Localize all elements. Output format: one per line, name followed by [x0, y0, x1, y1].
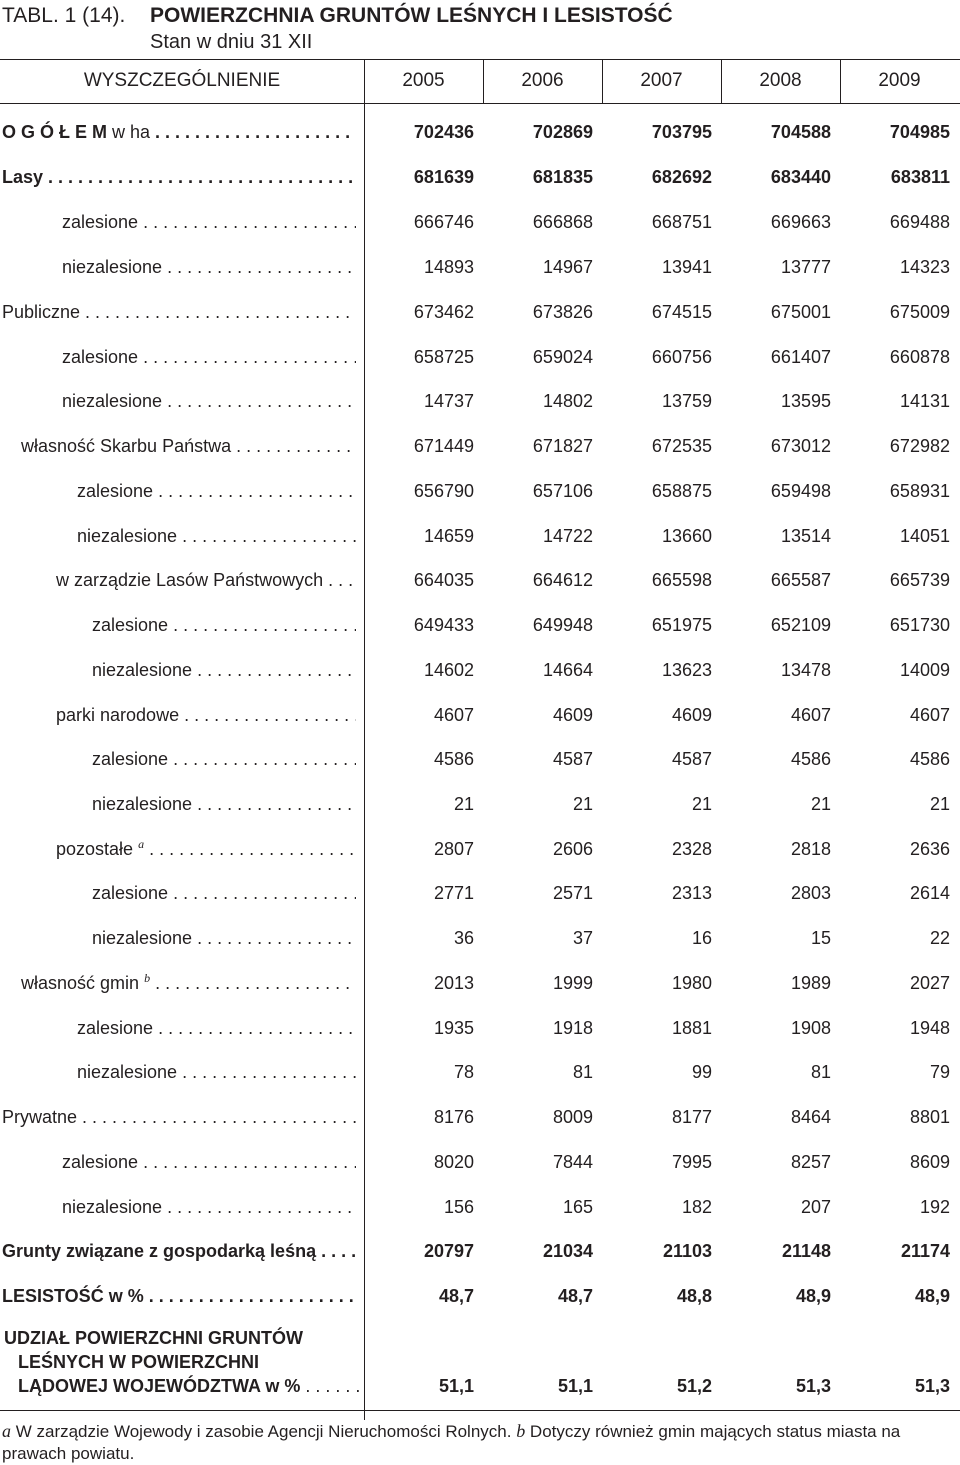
table-cell: 78: [453, 1062, 474, 1082]
header-bottom-rule: [0, 103, 960, 104]
table-number: TABL. 1 (14).: [2, 4, 126, 27]
table-cell: 668751: [651, 212, 712, 232]
table-row: [0, 926, 960, 956]
table-cell: 8009: [552, 1107, 593, 1127]
table-cell: 37: [572, 928, 593, 948]
table-cell: 666868: [532, 212, 593, 232]
table-row: [0, 389, 960, 419]
row-label-text: Prywatne: [2, 1107, 78, 1127]
table-cell: 165: [562, 1197, 593, 1217]
table-cell: 48,9: [795, 1286, 831, 1306]
row-label-text: Grunty związane z gospodarką leśną: [2, 1241, 317, 1261]
table-cell: 649948: [532, 615, 593, 635]
table-cell: 8801: [909, 1107, 950, 1127]
table-cell: 14131: [899, 391, 950, 411]
table-cell: 7995: [671, 1152, 712, 1172]
table-cell: 652109: [770, 615, 831, 635]
row-label: [62, 255, 356, 279]
table-cell: 1948: [909, 1018, 950, 1038]
table-cell: 8609: [909, 1152, 950, 1172]
table-cell: 81: [572, 1062, 593, 1082]
table-cell: 673462: [413, 302, 474, 322]
row-label-text: Publiczne: [2, 302, 81, 322]
table-cell: 4609: [671, 705, 712, 725]
row-label: [2, 1284, 356, 1308]
table-cell: 2636: [909, 839, 950, 859]
footnote-mark: a: [2, 1421, 11, 1441]
footnote-mark: b: [516, 1421, 526, 1441]
table-cell: 702436: [413, 122, 474, 142]
table-cell: 21: [810, 794, 831, 814]
table-cell: 7844: [552, 1152, 593, 1172]
table-row: [0, 1150, 960, 1180]
table-cell: 665739: [889, 570, 950, 590]
header-top-rule: [0, 59, 960, 60]
header-year: 2009: [878, 70, 921, 91]
row-label-text: niezalesione: [92, 660, 193, 680]
table-row: [0, 255, 960, 285]
row-label: [62, 345, 356, 369]
table-cell: 665587: [770, 570, 831, 590]
table-cell: 651730: [889, 615, 950, 635]
table-cell: 659024: [532, 347, 593, 367]
table-cell: 660878: [889, 347, 950, 367]
table-cell: 14722: [542, 526, 593, 546]
table-cell: 51,1: [438, 1376, 474, 1396]
table-cell: 15: [810, 928, 831, 948]
table-cell: 1935: [433, 1018, 474, 1038]
table-main-title: POWIERZCHNIA GRUNTÓW LEŚNYCH I LESISTOŚĆ: [150, 4, 673, 27]
row-label: [2, 120, 356, 144]
table-cell: 14737: [423, 391, 474, 411]
table-cell: 14664: [542, 660, 593, 680]
row-label: [77, 524, 356, 548]
table-row: [0, 1105, 960, 1135]
table-cell: 4607: [790, 705, 831, 725]
table-row: [0, 524, 960, 554]
table-cell: 48,9: [914, 1286, 950, 1306]
table-cell: 21103: [662, 1241, 712, 1261]
table-cell: 1918: [552, 1018, 593, 1038]
table-cell: 656790: [413, 481, 474, 501]
table-cell: 681639: [413, 167, 474, 187]
table-cell: 660756: [651, 347, 712, 367]
footnote-mark: b: [144, 971, 151, 985]
table-cell: 8176: [433, 1107, 474, 1127]
row-label: [62, 1150, 356, 1174]
row-label-text: zalesione: [62, 1152, 139, 1172]
row-label-text: własność gmin: [21, 973, 140, 993]
table-title: [2, 4, 673, 28]
row-label-text: niezalesione: [77, 1062, 178, 1082]
share-row-line: UDZIAŁ POWIERZCHNI GRUNTÓW: [4, 1328, 303, 1348]
table-cell: 156: [443, 1197, 474, 1217]
table-cell: 2606: [552, 839, 593, 859]
table-cell: 658931: [889, 481, 950, 501]
table-cell: 702869: [532, 122, 593, 142]
share-row-line: LEŚNYCH W POWIERZCHNI: [18, 1352, 259, 1372]
table-row: [0, 568, 960, 598]
table-row: [0, 345, 960, 375]
row-label: [56, 703, 356, 727]
table-cell: 13941: [661, 257, 712, 277]
table-row: [0, 792, 960, 822]
table-cell: 669663: [770, 212, 831, 232]
row-label-text: niezalesione: [62, 391, 163, 411]
footnote-mark: a: [138, 837, 145, 851]
table-cell: 1908: [790, 1018, 831, 1038]
table-cell: 182: [681, 1197, 712, 1217]
row-label: [62, 389, 356, 413]
header-year: 2007: [640, 70, 683, 91]
table-cell: 22: [929, 928, 950, 948]
table-cell: 4607: [433, 705, 474, 725]
table-cell: 13595: [780, 391, 831, 411]
row-label-text: O G Ó Ł E M: [2, 122, 108, 142]
row-label: [2, 1239, 356, 1263]
table-row: [0, 837, 960, 867]
row-label-text: niezalesione: [77, 526, 178, 546]
table-cell: 8020: [433, 1152, 474, 1172]
table-row: [0, 881, 960, 911]
table-cell: 2803: [790, 883, 831, 903]
table-cell: 683811: [890, 167, 950, 187]
table-cell: 664035: [413, 570, 474, 590]
row-label: [92, 613, 356, 637]
table-cell: 658875: [651, 481, 712, 501]
table-cell: 671449: [413, 436, 474, 456]
table-cell: 658725: [413, 347, 474, 367]
table-cell: 674515: [651, 302, 712, 322]
row-label-text: zalesione: [92, 615, 169, 635]
table-row: [0, 479, 960, 509]
table-row: [0, 165, 960, 195]
table-cell: 13759: [661, 391, 712, 411]
table-row: [0, 434, 960, 464]
table-cell: 4587: [671, 749, 712, 769]
table-cell: 2027: [909, 973, 950, 993]
table-cell: 14602: [423, 660, 474, 680]
table-cell: 192: [919, 1197, 950, 1217]
table-cell: 13478: [780, 660, 831, 680]
table-cell: 51,1: [557, 1376, 593, 1396]
table-cell: 4587: [552, 749, 593, 769]
table-cell: 675009: [889, 302, 950, 322]
share-row-line: LĄDOWEJ WOJEWÓDZTWA w % . . .: [4, 1374, 359, 1398]
table-cell: 665598: [651, 570, 712, 590]
row-label: [92, 747, 356, 771]
row-label: [92, 881, 356, 905]
table-cell: 4609: [552, 705, 593, 725]
table-cell: 21034: [542, 1241, 593, 1261]
table-cell: 13777: [780, 257, 831, 277]
table-row: [0, 971, 960, 1001]
table-row: [0, 210, 960, 240]
table-cell: 2571: [552, 883, 593, 903]
row-label: [92, 792, 356, 816]
table-cell: 207: [800, 1197, 831, 1217]
row-label-text: zalesione: [77, 1018, 154, 1038]
header-year: 2005: [402, 70, 445, 91]
table-cell: 14009: [899, 660, 950, 680]
row-label-text: niezalesione: [92, 928, 193, 948]
table-cell: 51,3: [795, 1376, 831, 1396]
row-label: [77, 1016, 356, 1040]
table-cell: 651975: [651, 615, 712, 635]
table-subtitle: Stan w dniu 31 XII: [150, 31, 313, 53]
table-cell: 14802: [542, 391, 593, 411]
table-cell: 21: [691, 794, 712, 814]
table-cell: 14893: [423, 257, 474, 277]
table-cell: 661407: [770, 347, 831, 367]
table-cell: 21174: [900, 1241, 950, 1261]
table-cell: 13623: [661, 660, 712, 680]
table-row: [0, 703, 960, 733]
table-cell: 4586: [433, 749, 474, 769]
table-cell: 683440: [770, 167, 831, 187]
row-label-text: niezalesione: [92, 794, 193, 814]
table-cell: 2614: [909, 883, 950, 903]
table-cell: 81: [810, 1062, 831, 1082]
table-cell: 2313: [671, 883, 712, 903]
table-cell: 664612: [532, 570, 593, 590]
footnote-text: W zarządzie Wojewody i zasobie Agencji Nieruchomości Rolnych.: [11, 1422, 517, 1441]
row-label-text: zalesione: [92, 883, 169, 903]
table-row: [0, 658, 960, 688]
row-label: [77, 479, 356, 503]
row-label: [2, 165, 356, 189]
row-label: [77, 1060, 356, 1084]
row-label: [2, 300, 356, 324]
table-cell: 8177: [671, 1107, 712, 1127]
table-row: [0, 1239, 960, 1269]
table-cell: 16: [691, 928, 712, 948]
row-label: [56, 568, 356, 592]
table-bottom-rule: [0, 1410, 960, 1411]
table-cell: 649433: [413, 615, 474, 635]
table-cell: 14967: [542, 257, 593, 277]
row-label-text: niezalesione: [62, 1197, 163, 1217]
table-cell: 79: [929, 1062, 950, 1082]
row-label: [56, 837, 356, 861]
table-row: [0, 120, 960, 150]
table-cell: 682692: [651, 167, 712, 187]
table-cell: 48,7: [557, 1286, 593, 1306]
table-cell: 2807: [433, 839, 474, 859]
footnotes: [2, 1420, 960, 1465]
row-label-text: niezalesione: [62, 257, 163, 277]
row-label: [21, 434, 356, 458]
table-cell: 21: [929, 794, 950, 814]
table-cell: 4586: [790, 749, 831, 769]
table-cell: 673826: [532, 302, 593, 322]
row-label-text: zalesione: [77, 481, 154, 501]
row-label: [21, 971, 356, 995]
row-label-text: pozostałe: [56, 839, 134, 859]
table-row: [0, 300, 960, 330]
table-cell: 1989: [790, 973, 831, 993]
table-cell: 8257: [790, 1152, 831, 1172]
footnote-text: Dotyczy również gmin mających status miasta na prawach powiatu.: [2, 1422, 901, 1463]
table-cell: 672535: [651, 436, 712, 456]
table-cell: 21: [572, 794, 593, 814]
table-row: [0, 613, 960, 643]
header-year: 2008: [759, 70, 802, 91]
table-row: [0, 1195, 960, 1225]
table-cell: 1980: [671, 973, 712, 993]
row-label: [62, 1195, 356, 1219]
row-label-text: w zarządzie Lasów Państwowych: [56, 570, 324, 590]
table-cell: 51,3: [914, 1376, 950, 1396]
row-label: [2, 1105, 356, 1129]
header-year: 2006: [521, 70, 564, 91]
table-cell: 2818: [790, 839, 831, 859]
table-cell: 704588: [770, 122, 831, 142]
table-cell: 13514: [780, 526, 831, 546]
table-cell: 36: [453, 928, 474, 948]
table-cell: 672982: [889, 436, 950, 456]
header-label: WYSZCZEGÓLNIENIE: [83, 70, 281, 91]
table-cell: 13660: [661, 526, 712, 546]
row-label-text: zalesione: [92, 749, 169, 769]
table-cell: 21148: [781, 1241, 831, 1261]
table-cell: 704985: [889, 122, 950, 142]
table-cell: 671827: [532, 436, 593, 456]
table-cell: 2328: [671, 839, 712, 859]
table-cell: 4586: [909, 749, 950, 769]
table-cell: 1999: [552, 973, 593, 993]
table-cell: 4607: [909, 705, 950, 725]
table-row: [0, 747, 960, 777]
table-cell: 8464: [790, 1107, 831, 1127]
table-cell: 681835: [532, 167, 593, 187]
table-cell: 1881: [671, 1018, 712, 1038]
table-cell: 51,2: [676, 1376, 712, 1396]
table-cell: 2013: [433, 973, 474, 993]
row-label: [92, 658, 356, 682]
row-label-text: własność Skarbu Państwa: [21, 436, 232, 456]
row-label-unit: w ha: [107, 122, 151, 142]
table-cell: 14659: [423, 526, 474, 546]
table-cell: 14323: [899, 257, 950, 277]
row-label-text: LESISTOŚĆ w %: [2, 1286, 144, 1306]
table-cell: 48,8: [676, 1286, 712, 1306]
row-label: [62, 210, 356, 234]
table-cell: 666746: [413, 212, 474, 232]
table-cell: 657106: [532, 481, 593, 501]
table-cell: 2771: [433, 883, 474, 903]
table-row: [0, 1284, 960, 1314]
table-row: [0, 1016, 960, 1046]
table-cell: 99: [691, 1062, 712, 1082]
table-cell: 21: [453, 794, 474, 814]
table-row: [0, 1060, 960, 1090]
table-cell: 675001: [770, 302, 831, 322]
row-label-text: zalesione: [62, 212, 139, 232]
table-cell: 48,7: [438, 1286, 474, 1306]
table-cell: 669488: [889, 212, 950, 232]
table-cell: 703795: [651, 122, 712, 142]
table-cell: 659498: [770, 481, 831, 501]
share-row-values: [0, 1374, 960, 1404]
table-cell: 20797: [423, 1241, 474, 1261]
row-label-text: parki narodowe: [56, 705, 180, 725]
row-label: [92, 926, 356, 950]
table-cell: 673012: [770, 436, 831, 456]
row-label-text: zalesione: [62, 347, 139, 367]
row-label-text: Lasy: [2, 167, 44, 187]
table-cell: 14051: [899, 526, 950, 546]
